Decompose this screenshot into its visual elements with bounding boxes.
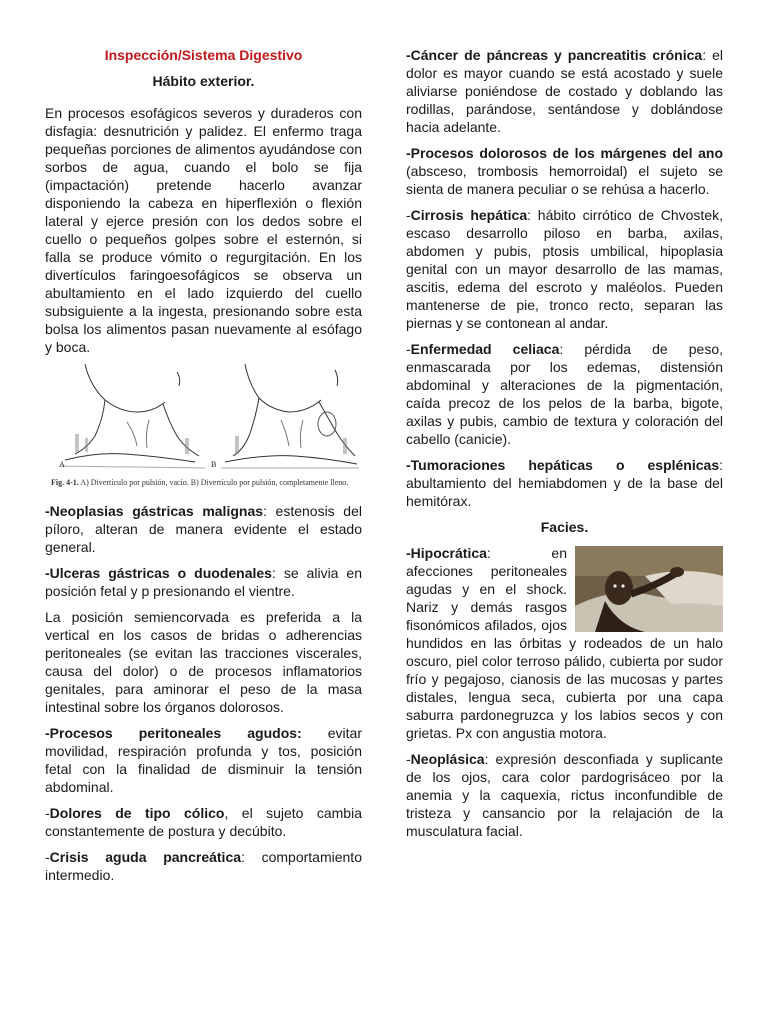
figure-caption-number: Fig. 4-1.: [51, 478, 79, 487]
figure-caption-text: A) Divertículo por pulsión, vacío. B) Divertículo por pulsión, completamente lleno.: [80, 478, 349, 487]
figure-label-a: A: [59, 460, 65, 469]
item-dolores-colico: -Dolores de tipo cólico, el sujeto cambia constantemente de postura y decúbito.: [45, 805, 362, 839]
item-tumoraciones: -Tumoraciones hepáticas o esplénicas: abultamiento del hemiabdomen y de la base del hemitórax.: [406, 457, 723, 509]
facies-heading: Facies.: [540, 519, 589, 535]
intro-paragraph: En procesos esofágicos severos y duraderos con disfagia: desnutrición y palidez. El enfermo traga pequeñas porciones de alimentos ayudándose con sorbos de agua, cuando el bolo se fija (impactación) pretende hacerlo avanzar disponiendo la cabeza en hiperflexión o flexión lateral y ejerce presión con los dedos sobre el cuello o pequeños golpes sobre el esternón, si falla se produce vómito o regurgitación. En los divertículos faringoesofágicos se observa un abultamiento en el lado izquierdo del cuello subsiguiente a la ingesta, presionando sobre esta bolsa los alimentos pasan nuevamente al esófago y boca.: [45, 105, 362, 355]
figure-label-b: B: [211, 460, 217, 469]
item-crisis-pancreatica: -Crisis aguda pancreática: comportamiento intermedio.: [45, 849, 362, 883]
item-posicion-semiencorvada: La posición semiencorvada es preferida a la vertical en los casos de bridas o adherencias peritoneales (se evitan las tracciones viscerales, causa del dolor) o de procesos inflamatorios genitales, para aminorar el peso de la masa intestinal sobre los órganos dolorosos.: [45, 609, 362, 715]
item-hipocratica: -Hipocrática: en afecciones peritoneales agudas y en el shock. Nariz y demás rasgos fisonómicos afilados, ojos hundidos en las órbitas y rodeados de un halo oscuro, piel color terroso pálido, cubierta por sudor frío y pegajoso, cianosis de las mucosas y partes distales, lengua seca, cubierta por una capa saburra pardonegruzca y los labios secos y con grietas. Px con angustia motora.: [406, 545, 723, 741]
neck-diverticulum-illustration: [45, 364, 362, 474]
figure-caption: [51, 478, 362, 488]
item-cirrosis: -Cirrosis hepática: hábito cirrótico de Chvostek, escaso desarrollo piloso en barba, axilas, abdomen y pubis, ptosis umbilical, hipoplasia genital con un mayor desarrollo de las mamas, ascitis, edema del escroto y maléolos. Pueden mantenerse de pie, tronco recto, separan las piernas y se contonean al andar.: [406, 207, 723, 331]
item-celiaca: -Enfermedad celiaca: pérdida de peso, enmascarada por los edemas, distensión abdominal y alteraciones de la pigmentación, caída precoz de los pelos de la barba, bigote, axilas y pubis, cambio de textura y coloración del cabello (canicie).: [406, 341, 723, 447]
item-ulceras: -Ulceras gástricas o duodenales: se alivia en posición fetal y p presionando el vientre.: [45, 565, 362, 599]
item-procesos-peritoneales: -Procesos peritoneales agudos: evitar movilidad, respiración profunda y tos, posición fetal con la finalidad de disminuir la tensión abdominal.: [45, 725, 362, 795]
patient-photo: [575, 546, 723, 632]
hippocratic-facies-photo: [575, 546, 723, 632]
left-column: [45, 46, 362, 892]
hipocratica-block: [406, 544, 723, 750]
neck-figure: [45, 364, 362, 474]
item-cancer-pancreas: -Cáncer de páncreas y pancreatitis crónica: el dolor es mayor cuando se está acostado y suele aliviarse poniéndose de costado y doblando las rodillas, parándose, sentándose y doblándose hacia adelante.: [406, 47, 723, 135]
section-subtitle: Hábito exterior.: [152, 73, 255, 89]
right-column: [406, 46, 723, 848]
item-neoplasias: -Neoplasias gástricas malignas: estenosis del píloro, alteran de manera evidente el estado general.: [45, 503, 362, 555]
section-title: Inspección/Sistema Digestivo: [104, 47, 303, 63]
item-margenes-ano: -Procesos dolorosos de los márgenes del ano (absceso, trombosis hemorroidal) el sujeto se sienta de manera peculiar o se rehúsa a hacerlo.: [406, 145, 723, 197]
item-neoplasica: -Neoplásica: expresión desconfiada y suplicante de los ojos, cara color pardogrisáceo por la anemia y la caquexia, rictus inconfundible de tristeza y cansancio por la relajación de la musculatura facial.: [406, 751, 723, 839]
